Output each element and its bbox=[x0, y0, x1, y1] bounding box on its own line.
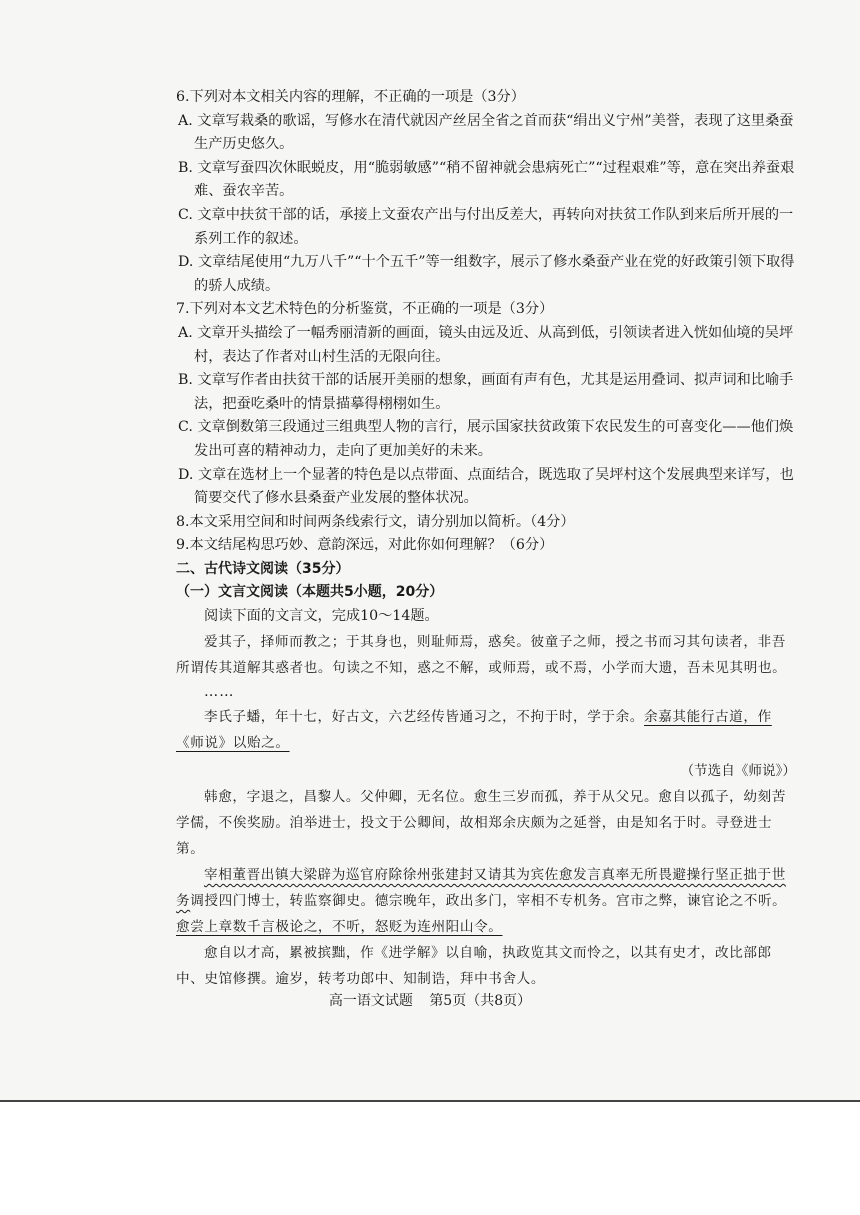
question-6-option-b: B. 文章写蚕四次休眠蜕皮，用“脆弱敏感”“稍不留神就会患病死亡”“过程艰难”等，意在突出养蚕艰难、蚕农辛苦。 bbox=[178, 159, 795, 200]
wavy-underlined-punctuation-sentence: 宰相董晋出镇大梁辟为巡官府除徐州张建封又请其为宾佐愈发言真率无所畏避操行坚正拙于世务 bbox=[176, 866, 786, 909]
page-number: 第5页（共8页） bbox=[429, 993, 532, 1009]
question-8: 8.本文采用空间和时间两条线索行文，请分别加以简析。（4分） bbox=[176, 513, 575, 530]
passage-1-paragraph-2-text: 李氏子蟠，年十七，好古文，六艺经传皆通习之，不拘于时，学于余。 bbox=[204, 709, 645, 726]
passage-2-paragraph-2-text: 调授四门博士，转监察御史。德宗晚年，政出多门，宰相不专机务。宫市之弊，谏官论之不听。 bbox=[190, 892, 787, 909]
section-2-heading: 二、古代诗文阅读（35分） bbox=[176, 560, 350, 577]
question-7-option-d: D. 文章在选材上一个显著的特色是以点带面、点面结合，既选取了吴坪村这个发展典型来详写，也简要交代了修水县桑蚕产业发展的整体状况。 bbox=[178, 466, 794, 507]
passage-ellipsis: …… bbox=[204, 683, 235, 700]
passage-2-paragraph-2 bbox=[176, 862, 796, 940]
passage-1-paragraph-1: 爱其子，择师而教之；于其身也，则耻师焉，惑矣。彼童子之师，授之书而习其句读者，非吾所谓传其道解其惑者也。句读之不知，惑之不解，或师焉，或不焉，小学而大遗，吾未见其明也。 bbox=[176, 633, 787, 676]
question-6-stem: 6.下列对本文相关内容的理解，不正确的一项是（3分） bbox=[176, 89, 525, 105]
passage-2-paragraph-3: 愈自以才高，累被摈黜，作《进学解》以自喻，执政览其文而怜之，以其有史才，改比部郎中、史馆修撰。逾岁，转考功郎中、知制诰，拜中书舍人。 bbox=[176, 944, 772, 987]
underlined-sentence-1: 余嘉其能行古道，作《师说》以贻之。 bbox=[176, 709, 772, 752]
page-content bbox=[176, 86, 796, 992]
question-6-option-a: A. 文章写栽桑的歌谣，写修水在清代就因产丝居全省之首而获“绢出义宁州”美誉，表现了这里桑蚕生产历史悠久。 bbox=[178, 112, 794, 153]
question-7-stem: 7.下列对本文艺术特色的分析鉴赏，不正确的一项是（3分） bbox=[176, 301, 554, 318]
passage-1-source: （节选自《师说》） bbox=[680, 763, 796, 780]
question-7-option-b: B. 文章写作者由扶贫干部的话展开美丽的想象，画面有声有色，尤其是运用叠词、拟声词和比喻手法，把蚕吃桑叶的情景描摹得栩栩如生。 bbox=[178, 372, 794, 412]
passage-1-paragraph-2 bbox=[176, 704, 796, 756]
question-7-option-c: C. 文章倒数第三段通过三组典型人物的言行，展示国家扶贫政策下农民发生的可喜变化——他们焕发出可喜的精神动力，走向了更加美好的未来。 bbox=[178, 419, 794, 459]
question-9: 9.本文结尾构思巧妙、意韵深远，对此你如何理解？（6分） bbox=[176, 537, 554, 554]
subsection-1-heading: （一）文言文阅读（本题共5小题，20分） bbox=[176, 584, 444, 601]
exam-title: 高一语文试题 bbox=[328, 993, 413, 1009]
question-6-option-d: D. 文章结尾使用“九万八千”“十个五千”等一组数字，展示了修水桑蚕产业在党的好政策引领下取得的骄人成绩。 bbox=[178, 254, 795, 294]
page-footer bbox=[0, 990, 860, 1010]
question-6-option-c: C. 文章中扶贫干部的话，承接上文蚕农产出与付出反差大，再转向对扶贫工作队到来后所开展的一系列工作的叙述。 bbox=[178, 206, 794, 247]
passage-2-paragraph-1: 韩愈，字退之，昌黎人。父仲卿，无名位。愈生三岁而孤，养于从父兄。愈自以孤子，幼刻苦学儒，不俟奖励。洎举进士，投文于公卿间，故相郑余庆颇为之延誉，由是知名于时。寻登进士第。 bbox=[176, 788, 786, 857]
underlined-sentence-2: 愈尝上章数千言极论之，不听，怒贬为连州阳山令。 bbox=[176, 918, 503, 935]
question-7-option-a: A. 文章开头描绘了一幅秀丽清新的画面，镜头由远及近、从高到低，引领读者进入恍如仙境的吴坪村，表达了作者对山村生活的无限向往。 bbox=[178, 324, 794, 365]
reading-instruction: 阅读下面的文言文，完成10～14题。 bbox=[204, 608, 439, 625]
